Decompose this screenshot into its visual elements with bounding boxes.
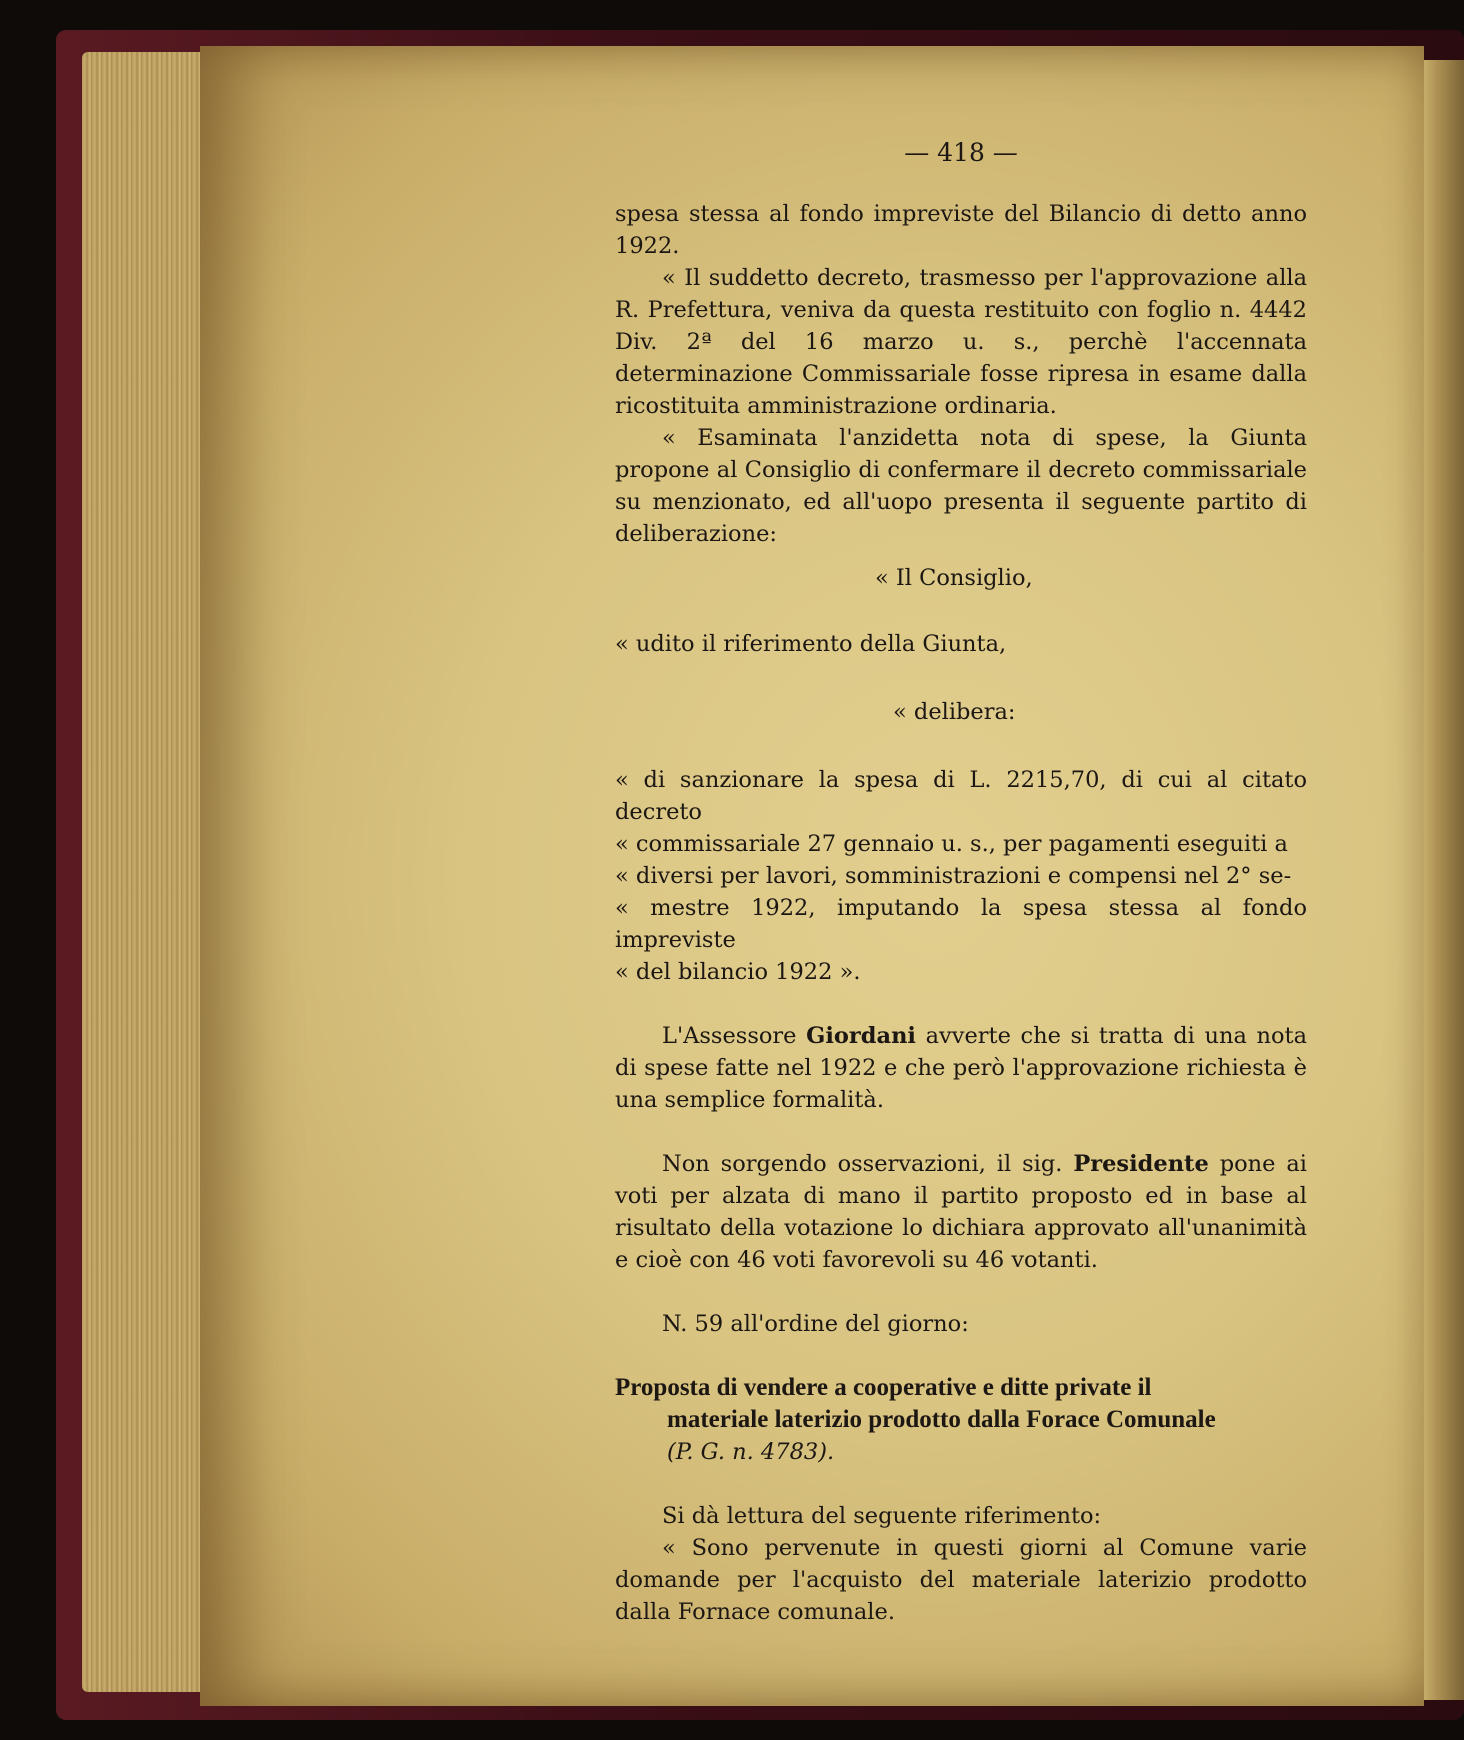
presidente-name: Presidente (1073, 1151, 1209, 1177)
paragraph-esaminata: « Esaminata l'anzidetta nota di spese, la Giunta propone al Consiglio di confermare il decreto commissariale su menzionato, ed all'uopo presenta il seguente partito di deliberazione: (615, 425, 1307, 547)
udito-line: « udito il riferimento della Giunta, (615, 631, 1007, 657)
delibera-line: « delibera: (893, 699, 1016, 725)
deliberation-line-4: « mestre 1922, imputando la spesa stessa al fondo impreviste (615, 895, 1307, 953)
deliberation-line-5: « del bilancio 1922 ». (615, 959, 861, 985)
paragraph-presidente (615, 1148, 1307, 1276)
presidente-post: pone ai voti per alzata di mano il partito proposto ed in base al risultato della votazione lo dichiara approvato all'unanimità e cioè con 46 voti favorevoli su 46 votanti. (615, 1151, 1307, 1273)
deliberation-line-2: « commissariale 27 gennaio u. s., per pagamenti eseguiti a (615, 831, 1288, 857)
page-text (615, 198, 1307, 1628)
paragraph-fondo: spesa stessa al fondo impreviste del Bilancio di detto anno 1922. (615, 201, 1307, 259)
ordine-line: N. 59 all'ordine del giorno: (662, 1311, 969, 1337)
section-heading-line-1: Proposta di vendere a cooperative e ditte private il (615, 1374, 1152, 1401)
page-number: — 418 — (904, 138, 1018, 167)
paragraph-domande: « Sono pervenute in questi giorni al Comune varie domande per l'acquisto del materiale laterizio prodotto dalla Fornace comunale. (615, 1535, 1307, 1625)
facing-page-edge (1424, 60, 1464, 1700)
giordani-pre: L'Assessore (662, 1023, 797, 1049)
deliberation-line-3: « diversi per lavori, somministrazioni e compensi nel 2° se- (615, 863, 1292, 889)
deliberation-line-1: « di sanzionare la spesa di L. 2215,70, di cui al citato decreto (615, 767, 1307, 825)
presidente-pre: Non sorgendo osservazioni, il sig. (662, 1151, 1063, 1177)
assessore-name: Giordani (806, 1023, 916, 1049)
section-heading-line-2: materiale laterizio prodotto dalla Forace Comunale (667, 1406, 1216, 1433)
paragraph-giordani (615, 1020, 1307, 1116)
section-heading-reference: (P. G. n. 4783). (667, 1439, 835, 1465)
lettura-line: Si dà lettura del seguente riferimento: (662, 1503, 1102, 1529)
paragraph-decreto: « Il suddetto decreto, trasmesso per l'approvazione alla R. Prefettura, veniva da questa restituito con foglio n. 4442 Div. 2ª del 16 marzo u. s., perchè l'accennata determinazione Commissariale fosse ripresa in esame dalla ricostituita amministrazione ordinaria. (615, 265, 1307, 419)
giordani-post: avverte che si tratta di una nota di spese fatte nel 1922 e che però l'approvazione richiesta è una semplice formalità. (615, 1023, 1308, 1113)
consiglio-line: « Il Consiglio, (875, 565, 1033, 591)
